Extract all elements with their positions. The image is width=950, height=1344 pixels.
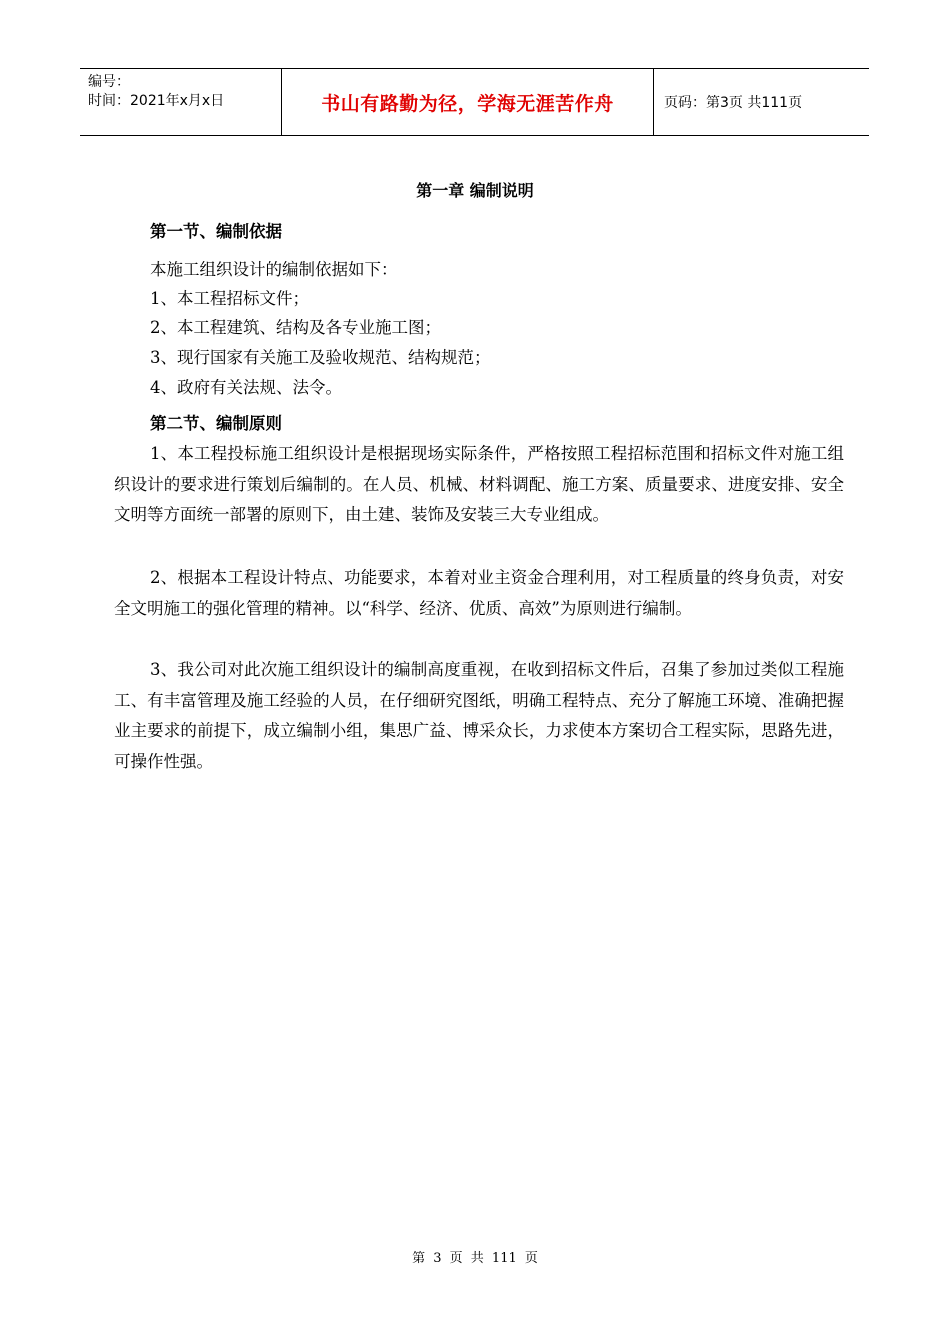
- basis-intro: 本施工组织设计的编制依据如下：: [150, 260, 398, 279]
- basis-item: 1、本工程招标文件；: [150, 289, 309, 308]
- principle-paragraph: 2、根据本工程设计特点、功能要求，本着对业主资金合理利用，对工程质量的终身负责，对安全文明施工的强化管理的精神。以“科学、经济、优质、高效”为原则进行编制。: [114, 568, 844, 618]
- basis-item: 4、政府有关法规、法令。: [150, 378, 342, 397]
- chapter-title: 第一章 编制说明: [416, 181, 534, 200]
- page-footer: 第 3 页 共 111 页: [412, 1251, 538, 1266]
- section-heading-principles: 第二节、编制原则: [150, 414, 282, 433]
- header-motto: 书山有路勤为径，学海无涯苦作舟: [321, 92, 614, 115]
- basis-item: 2、本工程建筑、结构及各专业施工图；: [150, 318, 441, 337]
- principle-paragraph: 1、本工程投标施工组织设计是根据现场实际条件，严格按照工程招标范围和招标文件对施工组织设计的要求进行策划后编制的。在人员、机械、材料调配、施工方案、质量要求、进度安排、安全文明等方面统一部署的原则下，由土建、装饰及安装三大专业组成。: [114, 444, 844, 524]
- section-heading-basis: 第一节、编制依据: [150, 222, 282, 241]
- document-time: 时间：2021年x月x日: [88, 93, 225, 109]
- basis-item: 3、现行国家有关施工及验收规范、结构规范；: [150, 348, 491, 367]
- header-motto-cell: [282, 69, 654, 135]
- principle-paragraph: 3、我公司对此次施工组织设计的编制高度重视，在收到招标文件后，召集了参加过类似工程施工、有丰富管理及施工经验的人员，在仔细研究图纸，明确工程特点、充分了解施工环境、准确把握业主要求的前提下，成立编制小组，集思广益、博采众长，力求使本方案切合工程实际，思路先进，可操作性强。: [114, 660, 844, 771]
- header-page-code: 页码：第3页 共111页: [664, 95, 803, 111]
- header-meta: [80, 69, 282, 135]
- document-number-label: 编号：: [88, 74, 130, 90]
- header-page-code-cell: [654, 69, 869, 135]
- page-header: [80, 68, 869, 136]
